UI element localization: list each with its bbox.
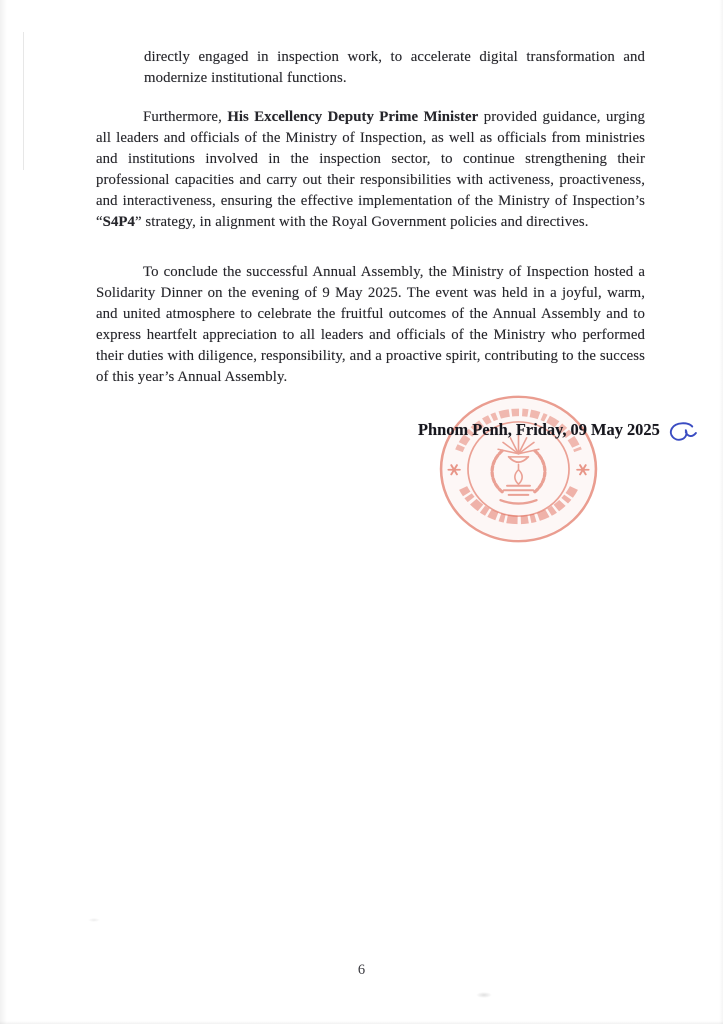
scan-edge-shadow-left bbox=[0, 0, 7, 1024]
scan-edge-shadow-right bbox=[719, 0, 723, 1024]
paragraph-continuation: directly engaged in inspection work, to accelerate digital transformation and modernize institutional functions. bbox=[144, 49, 645, 87]
scan-artifact-line bbox=[23, 32, 24, 170]
paragraph-conclusion: To conclude the successful Annual Assembly, the Ministry of Inspection hosted a Solidarity Dinner on the evening of 9 May 2025. The event was held in a joyful, warm, and united atmosphere to celebrate the fruitful outcomes of the Annual Assembly and to express heartfelt appreciation to all leaders and officials of the Ministry who performed their duties with diligence, responsibility, and a proactive spirit, contributing to the success of this year’s Annual Assembly. bbox=[96, 264, 645, 386]
scan-artifact-smudge bbox=[476, 992, 492, 998]
official-seal-stamp-icon bbox=[437, 393, 600, 545]
scan-artifact-smudge bbox=[88, 918, 100, 922]
signature-initials-icon bbox=[666, 421, 700, 445]
dateline bbox=[418, 420, 700, 445]
dateline-text: Phnom Penh, Friday, 09 May 2025 bbox=[418, 420, 660, 439]
page-number: 6 bbox=[357, 962, 366, 978]
paragraph-furthermore: Furthermore, His Excellency Deputy Prime Minister provided guidance, urging all leaders and officials of the Ministry of Inspection, as well as officials from ministries and institutions involved in the inspection sector, to continue strengthening their professional capacities and carry out their responsibilities with activeness, proactiveness, and interactiveness, ensuring the effective implementation of the Ministry of Inspection’s “S4P4” strategy, in alignment with the Royal Government policies and directives. bbox=[96, 109, 645, 231]
